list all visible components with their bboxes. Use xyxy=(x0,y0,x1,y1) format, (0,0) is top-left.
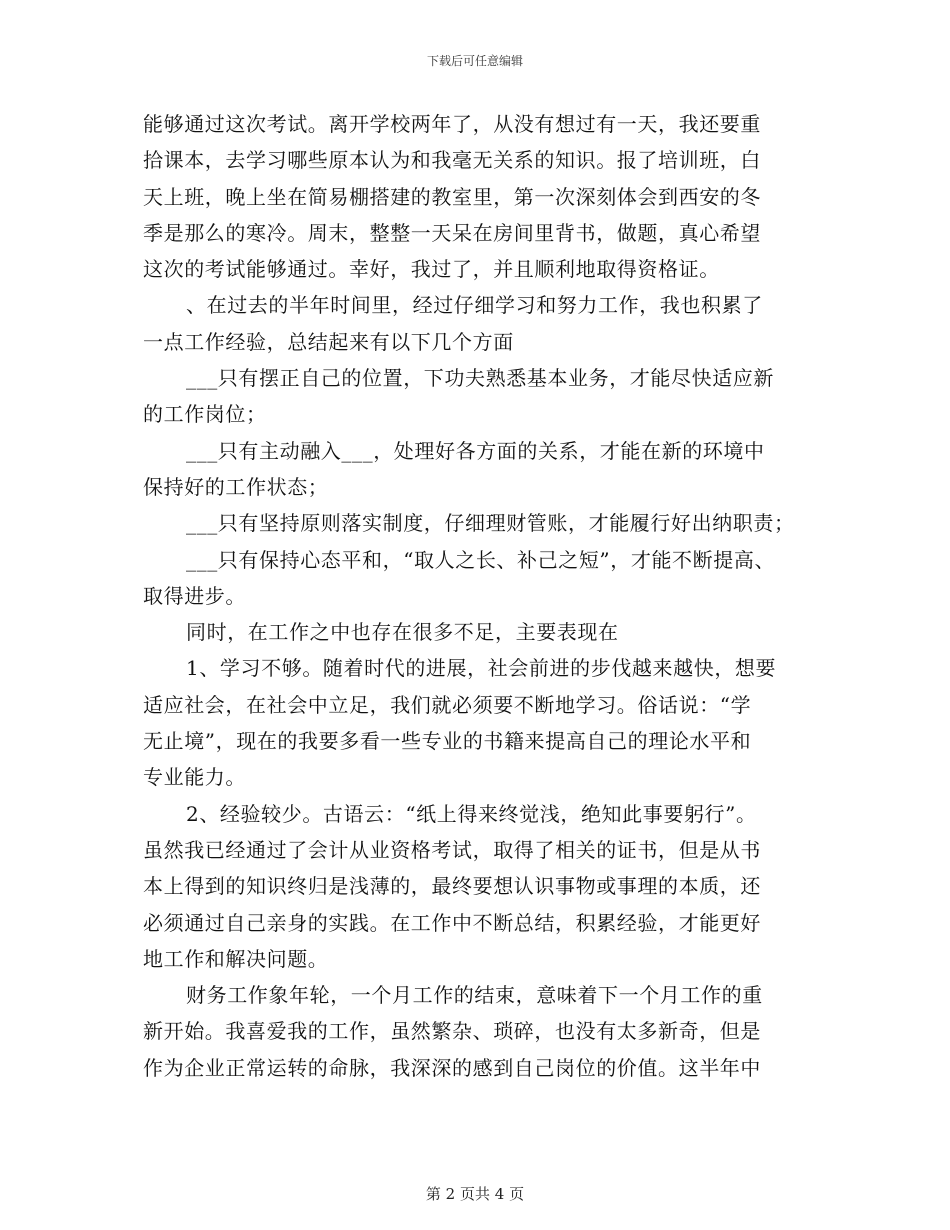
text-line: 新开始。我喜爱我的工作，虽然繁杂、琐碎，也没有太多新奇，但是 xyxy=(143,1019,761,1044)
paragraph xyxy=(143,505,823,541)
page-header: 下载后可任意编辑 xyxy=(426,54,523,68)
paragraph xyxy=(143,106,823,287)
text-line: 专业能力。 xyxy=(143,765,246,790)
text-line: 天上班，晚上坐在简易棚搭建的教室里，第一次深刻体会到西安的冬 xyxy=(143,184,761,209)
text-line: 保持好的工作状态； xyxy=(143,474,329,499)
text-line: 地工作和解决问题。 xyxy=(143,946,329,971)
paragraph xyxy=(143,360,823,433)
text-line: 1、学习不够。随着时代的进展，社会前进的步伐越来越快，想要 xyxy=(186,656,777,681)
text-line: 作为企业正常运转的命脉，我深深的感到自己岗位的价值。这半年中 xyxy=(143,1055,761,1080)
text-line: 本上得到的知识终归是浅薄的，最终要想认识事物或事理的本质，还 xyxy=(143,874,761,899)
text-line: 同时，在工作之中也存在很多不足，主要表现在 xyxy=(186,620,619,645)
paragraph xyxy=(143,287,823,360)
text-line: 适应社会，在社会中立足，我们就必须要不断地学习。俗话说：“学 xyxy=(143,692,752,717)
text-line: ___只有摆正自己的位置，下功夫熟悉基本业务，才能尽快适应新 xyxy=(186,366,774,391)
page-footer: 第 2 页共 4 页 xyxy=(425,1185,525,1203)
text-line: 的工作岗位； xyxy=(143,402,267,427)
text-line: 、在过去的半年时间里，经过仔细学习和努力工作，我也积累了 xyxy=(186,293,763,318)
paragraph xyxy=(143,614,823,650)
document-body xyxy=(143,106,823,1086)
text-line: 取得进步。 xyxy=(143,583,246,608)
text-line: 虽然我已经通过了会计从业资格考试，取得了相关的证书，但是从书 xyxy=(143,837,761,862)
text-line: 2、经验较少。古语云：“纸上得来终觉浅，绝知此事要躬行”。 xyxy=(186,801,757,826)
text-line: ___只有坚持原则落实制度，仔细理财管账，才能履行好出纳职责； xyxy=(186,511,795,536)
paragraph xyxy=(143,977,823,1086)
paragraph xyxy=(143,433,823,506)
text-line: ___只有主动融入___，处理好各方面的关系，才能在新的环境中 xyxy=(186,438,765,463)
text-line: 季是那么的寒冷。周末，整整一天呆在房间里背书，做题，真心希望 xyxy=(143,220,761,245)
text-line: 拾课本，去学习哪些原本认为和我毫无关系的知识。报了培训班，白 xyxy=(143,148,761,173)
text-line: ___只有保持心态平和，“取人之长、补己之短”，才能不断提高、 xyxy=(186,547,776,572)
text-line: 一点工作经验，总结起来有以下几个方面 xyxy=(143,329,514,354)
paragraph xyxy=(143,542,823,615)
text-line: 无止境”，现在的我要多看一些专业的书籍来提高自己的理论水平和 xyxy=(143,729,752,754)
text-line: 财务工作象年轮，一个月工作的结束，意味着下一个月工作的重 xyxy=(186,983,763,1008)
text-line: 必须通过自己亲身的实践。在工作中不断总结，积累经验，才能更好 xyxy=(143,910,761,935)
paragraph xyxy=(143,650,823,795)
paragraph xyxy=(143,796,823,977)
text-line: 能够通过这次考试。离开学校两年了，从没有想过有一天，我还要重 xyxy=(143,112,761,136)
text-line: 这次的考试能够通过。幸好，我过了，并且顺利地取得资格证。 xyxy=(143,257,720,282)
